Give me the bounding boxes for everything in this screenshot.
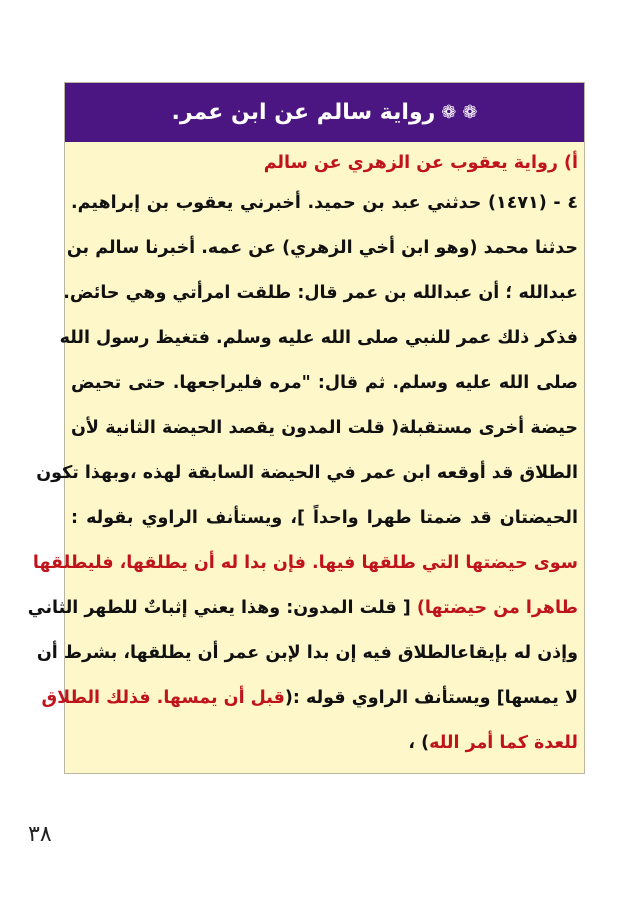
hadith-quote-segment: للعدة كما أمر الله: [429, 733, 578, 753]
text-segment: الحيضتان قد ضمتا طهرا واحداً ]، ويستأنف الراوي بقوله :: [71, 508, 578, 528]
text-segment: وإذن له بإيقاعالطلاق فيه إن بدا لإبن عمر أن يطلقها، بشرط أن: [36, 643, 578, 663]
flower-ornament-icon: ❁: [462, 102, 478, 123]
hadith-box: [27, 82, 585, 774]
text-line: [71, 406, 578, 451]
text-segment: حدثنا محمد (وهو ابن أخي الزهري) عن عمه. أخبرنا سالم بن: [66, 238, 578, 258]
flower-ornament-icon: ❁: [441, 102, 457, 123]
page-number: ٣٨: [28, 822, 52, 847]
text-line: [71, 361, 578, 406]
text-segment: عبدالله ؛ أن عبدالله بن عمر قال: طلقت امرأتي وهي حائض.: [63, 283, 578, 303]
text-line: [32, 541, 578, 586]
text-line: [59, 316, 578, 361]
section-banner: [65, 83, 584, 142]
text-line: [66, 226, 578, 271]
text-line: [71, 721, 578, 766]
subsection-heading: أ) رواية يعقوب عن الزهري عن سالم: [263, 153, 578, 173]
text-segment: فذكر ذلك عمر للنبي صلى الله عليه وسلم. فتغيظ رسول الله: [59, 328, 578, 348]
text-line: [36, 451, 578, 496]
text-segment: ٤ - (١٤٧١) حدثني عبد بن حميد. أخبرني يعقوب بن إبراهيم.: [71, 193, 578, 213]
text-segment: لا يمسها] ويستأنف الراوي قوله :(: [284, 688, 578, 708]
hadith-quote-segment: قبل أن يمسها. فذلك الطلاق: [41, 688, 285, 708]
text-line: [41, 676, 578, 721]
text-line: [36, 631, 578, 676]
hadith-quote-segment: طاهرا من حيضتها): [416, 598, 578, 618]
text-line: [27, 586, 578, 631]
text-segment: [ قلت المدون: وهذا يعني إثباتٌ للطهر الثاني: [27, 598, 417, 618]
text-segment: صلى الله عليه وسلم. ثم قال: "مره فليراجعها. حتى تحيض: [71, 373, 578, 393]
text-segment: حيضة أخرى مستقبلة( قلت المدون يقصد الحيضة الثانية لأن: [71, 418, 578, 438]
section-title: رواية سالم عن ابن عمر.: [171, 100, 436, 125]
hadith-text: [27, 145, 578, 766]
text-line: [71, 181, 578, 226]
hadith-quote-segment: سوى حيضتها التي طلقها فيها. فإن بدا له أن يطلقها، فليطلقها: [32, 553, 578, 573]
text-segment: الطلاق قد أوقعه ابن عمر في الحيضة السابقة لهذه ،وبهذا تكون: [36, 463, 578, 483]
text-segment: ) ،: [408, 733, 430, 753]
text-line: [71, 496, 578, 541]
text-line: [63, 271, 578, 316]
